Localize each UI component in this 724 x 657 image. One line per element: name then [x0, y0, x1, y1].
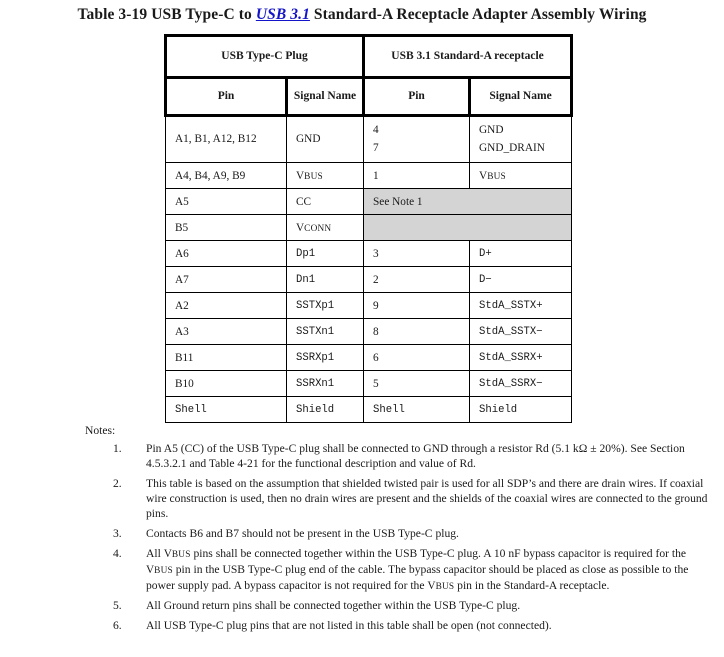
cell-plug-signal: VCONN	[287, 215, 364, 241]
cell-plug-pin: A7	[166, 267, 287, 293]
cell-receptacle-pin: 5	[364, 371, 470, 397]
table-row	[166, 267, 572, 293]
column-header-receptacle-pin: Pin	[364, 78, 470, 116]
cell-plug-pin: A1, B1, A12, B12	[166, 116, 287, 163]
cell-receptacle-signal: Shield	[470, 397, 572, 423]
table-group-header-row	[166, 36, 572, 78]
cell-plug-signal: CC	[287, 189, 364, 215]
table-row	[166, 319, 572, 345]
cell-receptacle-pin: 1	[364, 163, 470, 189]
cell-plug-pin: B11	[166, 345, 287, 371]
note-number: 5.	[113, 599, 122, 613]
table-row	[166, 293, 572, 319]
table-row	[166, 397, 572, 423]
cell-plug-pin: A6	[166, 241, 287, 267]
cell-plug-pin: A2	[166, 293, 287, 319]
cell-receptacle-pin: 6	[364, 345, 470, 371]
note-number: 2.	[113, 477, 122, 491]
cell-plug-signal: SSRXn1	[287, 371, 364, 397]
note-text: All VBUS pins shall be connected together within the USB Type-C plug. A 10 nF bypass capacitor is required for the VBUS pin in the USB Type-C plug end of the cable. The bypass capacitor should be placed as close as possible to the power supply pad. A bypass capacitor is not required for the VBUS pin in the Standard-A receptacle.	[146, 547, 689, 592]
note-number: 4.	[113, 547, 122, 561]
cell-receptacle-merged	[364, 215, 572, 241]
cell-plug-signal: SSRXp1	[287, 345, 364, 371]
group-header-plug: USB Type-C Plug	[166, 36, 364, 78]
cell-plug-pin: B10	[166, 371, 287, 397]
wiring-table	[164, 34, 573, 423]
column-header-receptacle-signal: Signal Name	[470, 78, 572, 116]
note-item	[113, 618, 713, 633]
note-text: This table is based on the assumption that shielded twisted pair is used for all SDP’s and there are drain wires. If coaxial wire construction is used, then no drain wires are present and the shields of the coaxial wires are connected to the ground pins.	[146, 477, 708, 521]
note-item	[113, 546, 713, 593]
cell-plug-pin: A3	[166, 319, 287, 345]
cell-receptacle-signal: VBUS	[470, 163, 572, 189]
page-title	[0, 6, 724, 24]
title-prefix: Table 3-19 USB Type-C to	[77, 6, 256, 23]
cell-receptacle-pin: 8	[364, 319, 470, 345]
column-header-plug-pin: Pin	[166, 78, 287, 116]
note-number: 1.	[113, 442, 122, 455]
table-column-header-row	[166, 78, 572, 116]
cell-receptacle-pin: 3	[364, 241, 470, 267]
table-row	[166, 241, 572, 267]
note-text: All Ground return pins shall be connected together within the USB Type-C plug.	[146, 599, 521, 613]
cell-receptacle-pin: 2	[364, 267, 470, 293]
cell-receptacle-signal: GND GND_DRAIN	[470, 116, 572, 163]
table-header	[166, 36, 572, 116]
table-row	[166, 189, 572, 215]
note-item	[113, 441, 713, 471]
cell-plug-pin: A4, B4, A9, B9	[166, 163, 287, 189]
table-body	[166, 116, 572, 423]
note-text: All USB Type-C plug pins that are not listed in this table shall be open (not connected).	[146, 619, 552, 633]
notes-label: Notes:	[85, 424, 116, 437]
note-item	[113, 526, 713, 541]
note-item	[113, 476, 713, 521]
title-suffix: Standard-A Receptacle Adapter Assembly Wiring	[309, 6, 647, 23]
cell-plug-signal: SSTXp1	[287, 293, 364, 319]
table-row	[166, 371, 572, 397]
cell-receptacle-signal: D−	[470, 267, 572, 293]
column-header-plug-signal: Signal Name	[287, 78, 364, 116]
cell-plug-signal: VBUS	[287, 163, 364, 189]
cell-receptacle-merged: See Note 1	[364, 189, 572, 215]
note-number: 3.	[113, 527, 122, 541]
cell-receptacle-signal: StdA_SSTX−	[470, 319, 572, 345]
usb-spec-link[interactable]: USB 3.1	[255, 6, 310, 23]
cell-receptacle-pin: Shell	[364, 397, 470, 423]
table-row	[166, 116, 572, 163]
cell-receptacle-signal: StdA_SSTX+	[470, 293, 572, 319]
cell-plug-pin: A5	[166, 189, 287, 215]
cell-receptacle-pin: 9	[364, 293, 470, 319]
cell-plug-signal: GND	[287, 116, 364, 163]
cell-receptacle-signal: StdA_SSRX+	[470, 345, 572, 371]
cell-plug-signal: SSTXn1	[287, 319, 364, 345]
note-item	[113, 598, 713, 613]
note-number: 6.	[113, 619, 122, 633]
cell-plug-signal: Shield	[287, 397, 364, 423]
cell-receptacle-signal: StdA_SSRX−	[470, 371, 572, 397]
cell-receptacle-signal: D+	[470, 241, 572, 267]
table-row	[166, 215, 572, 241]
table-row	[166, 345, 572, 371]
cell-receptacle-pin: 4 7	[364, 116, 470, 163]
cell-plug-signal: Dp1	[287, 241, 364, 267]
cell-plug-pin: Shell	[166, 397, 287, 423]
note-text: Contacts B6 and B7 should not be present in the USB Type-C plug.	[146, 527, 459, 541]
group-header-receptacle: USB 3.1 Standard-A receptacle	[364, 36, 572, 78]
cell-plug-pin: B5	[166, 215, 287, 241]
note-text: Pin A5 (CC) of the USB Type-C plug shall be connected to GND through a resistor Rd (5.1 kΩ ± 20%). See Section 4.5.3.2.1 and Table 4-21 for the functional description and value of Rd.	[146, 442, 685, 471]
table-row	[166, 163, 572, 189]
notes-list	[113, 441, 713, 639]
cell-plug-signal: Dn1	[287, 267, 364, 293]
